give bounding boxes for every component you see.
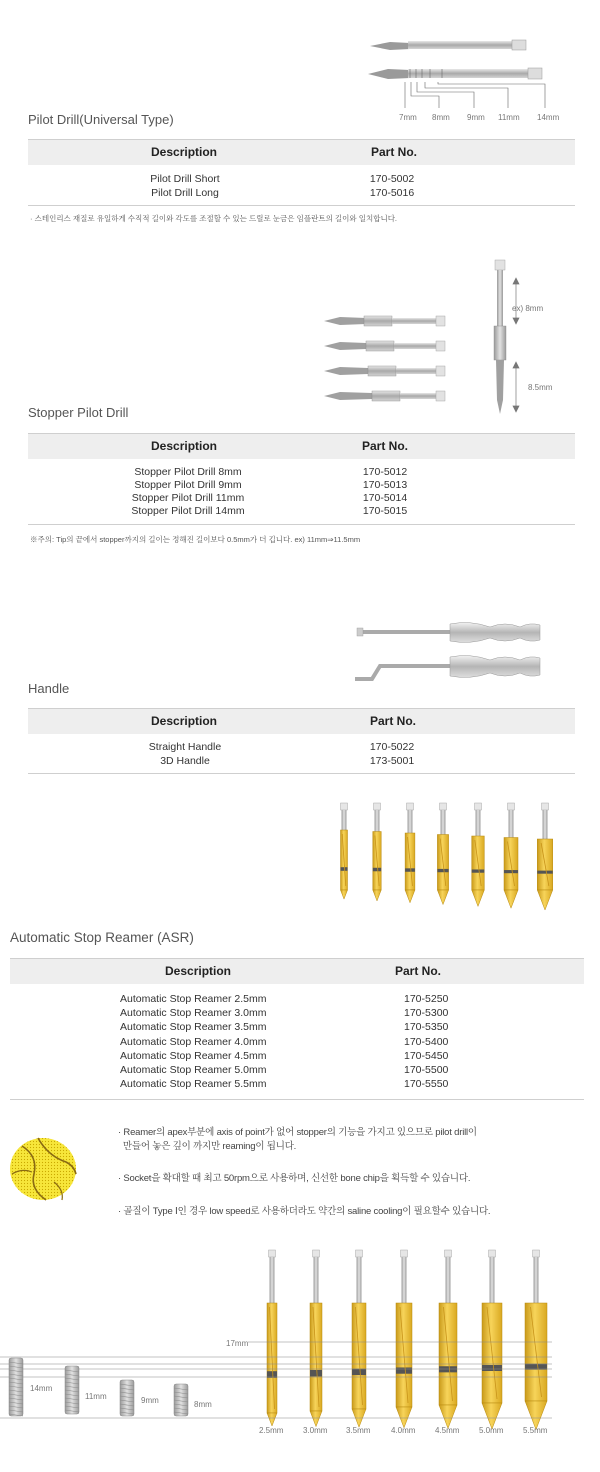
implant-1 — [9, 1358, 23, 1416]
reamer-7 — [537, 803, 552, 910]
col-part-no: Part No. — [371, 145, 418, 159]
section-title-asr: Automatic Stop Reamer (ASR) — [10, 930, 194, 945]
diagram-reamer-6 — [482, 1250, 502, 1429]
asr-row-desc: Automatic Stop Reamer 5.5mm — [120, 1078, 267, 1091]
stopper-row-desc: Stopper Pilot Drill 8mm — [134, 466, 242, 478]
mark-8mm: 8mm — [432, 113, 450, 122]
col-part-no: Part No. — [370, 714, 417, 728]
asr-row-desc: Automatic Stop Reamer 2.5mm — [120, 993, 267, 1005]
depth-label-17mm: 17mm — [226, 1339, 249, 1348]
handle-row-part: 173-5001 — [369, 755, 415, 767]
mark-11mm: 11mm — [498, 113, 520, 122]
reamer-3 — [405, 803, 415, 903]
col-part-no: Part No. — [395, 964, 442, 978]
implant-label-14mm: 14mm — [30, 1384, 53, 1393]
handle-row-desc: 3D Handle — [160, 755, 210, 767]
mark-7mm: 7mm — [399, 113, 417, 122]
col-part-no: Part No. — [362, 439, 409, 453]
implant-2 — [65, 1366, 79, 1414]
mark-9mm: 9mm — [467, 113, 485, 122]
handle-image — [0, 615, 600, 695]
implant-4 — [174, 1384, 188, 1416]
diagram-reamer-2 — [310, 1250, 322, 1427]
stopper-row-part: 170-5014 — [362, 492, 408, 504]
reamer-size-label: 5.0mm — [479, 1426, 504, 1435]
implant-label-8mm: 8mm — [194, 1400, 212, 1409]
asr-row-part: 170-5400 — [404, 1035, 449, 1048]
handle-row-desc: Straight Handle — [148, 741, 222, 753]
reamer-4 — [437, 803, 448, 905]
reamer-tip-icon — [8, 1134, 78, 1204]
table-bottom-rule — [28, 205, 575, 206]
stopper-row-desc: Stopper Pilot Drill 14mm — [131, 505, 245, 517]
reamer-size-label: 4.5mm — [435, 1426, 460, 1435]
diagram-reamer-4 — [396, 1250, 412, 1428]
col-description: Description — [151, 714, 218, 728]
col-description: Description — [151, 145, 218, 159]
mark-14mm: 14mm — [537, 113, 560, 122]
diagram-reamer-3 — [352, 1250, 366, 1427]
asr-bullet-1: · Reamer의 apex부분에 axis of point가 없어 stopper의 기능을 가지고 있으므로 pilot drill이 만들어 놓은 깊이 까지만 reaming이 됩니다. — [118, 1127, 477, 1152]
implant-label-11mm: 11mm — [85, 1392, 107, 1401]
section-title-stopper-drill: Stopper Pilot Drill — [28, 405, 129, 420]
reamer-2 — [373, 803, 381, 901]
asr-row-desc: Automatic Stop Reamer 5.0mm — [120, 1064, 267, 1076]
asr-row-part: 170-5350 — [404, 1021, 449, 1034]
asr-row-part: 170-5500 — [404, 1064, 449, 1076]
section-title-pilot-drill: Pilot Drill(Universal Type) — [28, 112, 174, 127]
table-bottom-rule — [28, 524, 575, 525]
reamer-image — [0, 795, 600, 935]
reamer-1 — [341, 803, 348, 899]
asr-row-part: 170-5550 — [404, 1078, 449, 1091]
pilot-drill-svg — [0, 0, 600, 130]
asr-row-part: 170-5250 — [404, 993, 449, 1005]
ex-length-label: ex) 8mm — [512, 304, 544, 313]
table-bottom-rule — [28, 773, 575, 774]
asr-row-part: 170-5300 — [404, 1007, 449, 1020]
pilot-row-part: 170-5016 — [369, 187, 415, 199]
diagram-reamer-5 — [439, 1250, 457, 1428]
stopper-row-desc: Stopper Pilot Drill 9mm — [134, 479, 242, 491]
depth-diagram — [0, 1240, 600, 1460]
stopper-drill-svg — [0, 250, 600, 410]
reamer-size-label: 2.5mm — [259, 1426, 284, 1435]
pilot-row-part: 170-5002 — [369, 173, 415, 185]
reamer-size-label: 4.0mm — [391, 1426, 416, 1435]
col-description: Description — [151, 439, 218, 453]
reamer-5 — [472, 803, 485, 906]
table-header-stopper — [28, 433, 575, 459]
pilot-row-desc: Pilot Drill Long — [151, 187, 219, 199]
stopper-row-desc: Stopper Pilot Drill 11mm — [131, 492, 245, 504]
table-header-asr — [10, 958, 584, 984]
asr-row-desc: Automatic Stop Reamer 4.5mm — [120, 1049, 267, 1062]
diagram-reamer-1 — [267, 1250, 277, 1426]
asr-row-desc: Automatic Stop Reamer 3.5mm — [120, 1021, 267, 1034]
asr-bullet-2: · Socket을 확대할 때 최고 50rpm으로 사용하며, 신선한 bone chip을 획득할 수 있습니다. — [118, 1173, 471, 1184]
implant-label-9mm: 9mm — [141, 1396, 159, 1405]
asr-row-desc: Automatic Stop Reamer 3.0mm — [120, 1007, 267, 1020]
asr-row-part: 170-5450 — [404, 1049, 449, 1062]
tip-length-label: 8.5mm — [528, 383, 553, 392]
table-header-handle — [28, 708, 575, 734]
pilot-note: · 스테인리스 재질로 유일하게 수직적 길이와 각도를 조절할 수 있는 드릴로 눈금은 임플란트의 길이와 일치합니다. — [30, 214, 398, 223]
asr-bullet-3: · 골질이 Type Ⅰ인 경우 low speed로 사용하더라도 약간의 saline cooling이 필요할수 있습니다. — [118, 1206, 491, 1217]
stopper-note: ※주의: Tip의 끝에서 stopper까지의 길이는 정해진 길이보다 0.5mm가 더 깁니다. ex) 11mm⇒11.5mm — [30, 535, 361, 544]
reamer-size-label: 3.0mm — [303, 1426, 328, 1435]
table-bottom-rule — [10, 1099, 584, 1100]
section-title-handle: Handle — [28, 681, 70, 696]
table-header-pilot — [28, 139, 575, 165]
stopper-row-part: 170-5013 — [362, 479, 408, 491]
implant-3 — [120, 1380, 134, 1416]
asr-row-desc: Automatic Stop Reamer 4.0mm — [120, 1035, 267, 1048]
reamer-size-label: 3.5mm — [346, 1426, 371, 1435]
handle-row-part: 170-5022 — [369, 741, 415, 753]
stopper-row-part: 170-5015 — [362, 505, 408, 517]
pilot-row-desc: Pilot Drill Short — [150, 173, 220, 185]
diagram-reamer-7 — [525, 1250, 547, 1430]
col-description: Description — [165, 964, 232, 978]
reamer-size-label: 5.5mm — [523, 1426, 548, 1435]
stopper-row-part: 170-5012 — [362, 466, 408, 478]
reamer-6 — [504, 803, 518, 908]
